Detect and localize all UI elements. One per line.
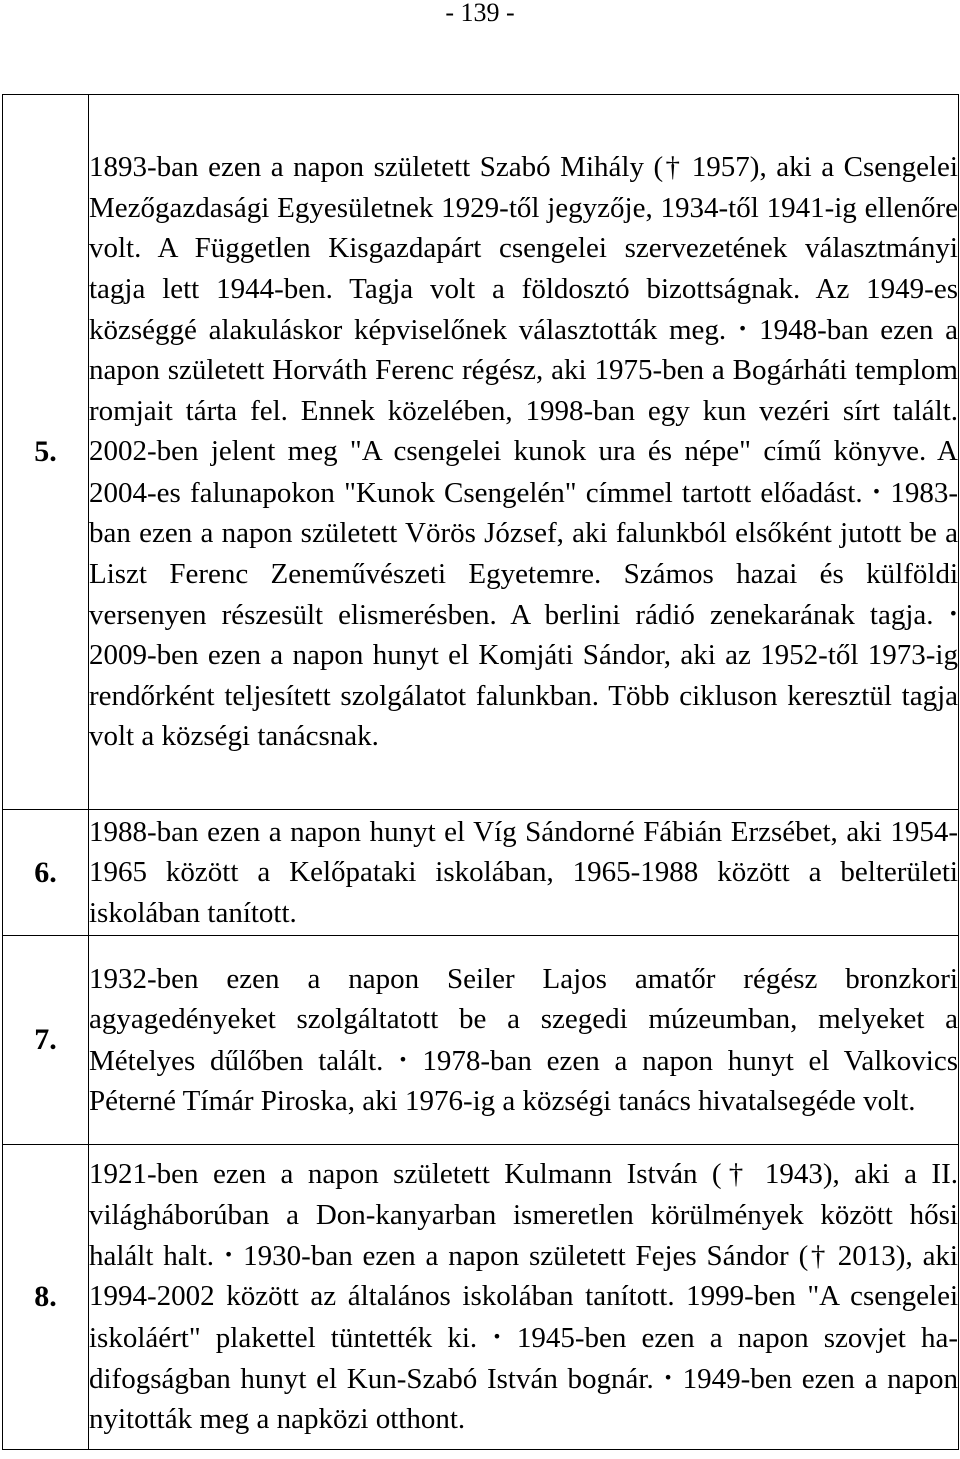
entry-segment: 1948-ban ezen a napon született Horváth Ferenc régész, aki 1975-ben a Bogárháti templom romjait tárta fel. Ennek közelében, 1998-ban egy kun vezéri sírt talált. 2002-ben jelent meg "A csengelei kunok ura és népe" című könyve. A 2004-es falunapokon "Kunok Csengelén" címmel tartott előadást.: [89, 313, 959, 509]
entry-segment: 1988-ban ezen a napon hunyt el Víg Sándorné Fábián Erzsébet, aki 1954-1965 között a Kelőpataki iskolában, 1965-1988 között a belterületi iskolában tanított.: [89, 815, 958, 929]
entry-text: [89, 810, 959, 936]
bullet-separator: •: [948, 604, 958, 624]
entry-segment: 1930-ban ezen a napon született Fejes Sándor († 2013), aki 1994-2002 között az általános iskolában tanított. 1999-ben "A csengelei iskoláért" plakettel tüntették ki.: [89, 1239, 958, 1354]
day-number: 7.: [3, 936, 89, 1145]
bullet-separator: •: [492, 1326, 502, 1346]
bullet-separator: •: [223, 1245, 234, 1265]
entry-segment: 1983-ban ezen a napon született Vörös József, aki falunkból elsőként jutott be a Liszt Ferenc Zeneművészeti Egyetemre. Számos hazai és külföldi versenyen részesült elismerésben. A berlini rádió zenekarának tagja.: [89, 476, 959, 631]
entry-text: [89, 936, 959, 1145]
entry-segment: 2009-ben ezen a napon hunyt el Komjáti Sándor, aki az 1952-től 1973-ig rendőrként teljesített szolgálatot falunkban. Több cikluson keresztül tagja volt a községi tanácsnak.: [89, 639, 958, 753]
entry-row: [3, 936, 959, 1145]
entry-segment: 1893-ban ezen a napon született Szabó Mihály († 1957), aki a Csengelei Mezőgazdasági Egyesületnek 1929-től jegyzője, 1934-től 1941-ig ellenőre volt. A Független Kisgazdapárt csengelei szervezetének választmányi tagja lett 1944-ben. Tagja volt a földosztó bizottságnak. Az 1949-es községgé alakuláskor képviselőnek választották meg.: [89, 151, 958, 346]
entry-text: [89, 95, 959, 810]
entry-segment: 1945-ben ezen a napon szovjet hadifogságban hunyt el Kun-Szabó István bognár.: [89, 1321, 959, 1395]
entry-row: [3, 1145, 959, 1450]
bullet-separator: •: [871, 481, 882, 501]
page-number: - 139 -: [445, 0, 515, 27]
entry-segment: 1921-ben ezen a napon született Kulmann István († 1943), aki a II. világháborúban a Don-kanyarban ismeretlen körülmények között hősi halált halt.: [89, 1158, 958, 1272]
day-number: 5.: [3, 95, 89, 810]
day-number: 6.: [3, 810, 89, 936]
entry-row: [3, 810, 959, 936]
day-number: 8.: [3, 1145, 89, 1450]
calendar-table: [2, 94, 959, 1450]
entry-text: [89, 1145, 959, 1450]
entry-row: [3, 95, 959, 810]
bullet-separator: •: [737, 319, 748, 339]
entry-segment: 1949-ben ezen a napon nyitották meg a napközi otthont.: [89, 1362, 959, 1436]
entry-segment: 1978-ban ezen a napon hunyt el Valkovics Péterné Tímár Piroska, aki 1976-ig a községi tanács hivatalsegéde volt.: [89, 1044, 959, 1117]
entry-segment: 1932-ben ezen a napon Seiler Lajos amatőr régész bronzkori agyagedényeket szolgáltatott be a szegedi múzeumban, melyeket a Mételyes dűlőben talált.: [89, 962, 958, 1077]
bullet-separator: •: [398, 1049, 408, 1069]
bullet-separator: •: [663, 1368, 673, 1388]
